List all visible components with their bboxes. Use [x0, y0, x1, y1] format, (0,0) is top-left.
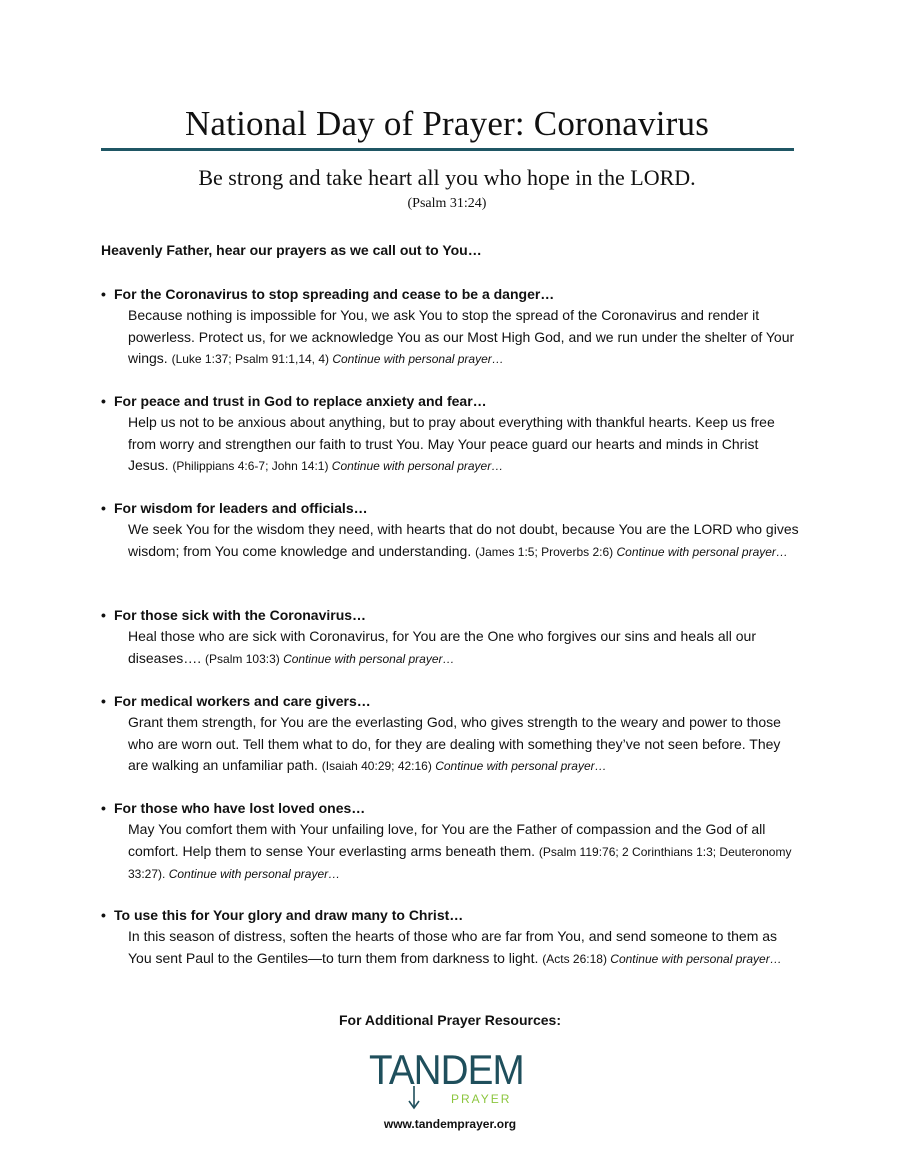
- section-heading-text: For peace and trust in God to replace anxiety and fear…: [114, 393, 487, 409]
- title-underline: [101, 148, 794, 151]
- bullet-icon: •: [101, 907, 106, 923]
- bullet-icon: •: [101, 286, 106, 302]
- scripture-reference: (Luke 1:37; Psalm 91:1,14, 4): [171, 352, 333, 366]
- resources-label: For Additional Prayer Resources:: [339, 1012, 561, 1028]
- prayer-section-leaders: [101, 498, 801, 563]
- section-heading-text: To use this for Your glory and draw many to Christ…: [114, 907, 464, 923]
- page-title: National Day of Prayer: Coronavirus: [184, 104, 710, 143]
- arrow-down-icon: [408, 1052, 420, 1110]
- continue-prompt: Continue with personal prayer…: [435, 759, 607, 773]
- scripture-reference: (James 1:5; Proverbs 2:6): [475, 544, 617, 559]
- section-body: [128, 712, 801, 778]
- section-body-text: Heal those who are sick with Coronavirus, for You are the One who forgives our sins and heals all our diseases….: [128, 628, 757, 666]
- section-body-text: In this season of distress, soften the hearts of those who are far from You, and send someone to them as You sent Paul to the Gentiles—to turn them from darkness to light.: [128, 928, 778, 966]
- scripture-reference: (Psalm 119:76; 2 Corinthians 1:3; Deuteronomy 33:27).: [128, 844, 792, 881]
- scripture-reference: (Psalm 103:3): [205, 651, 284, 666]
- scripture-reference: (Isaiah 40:29; 42:16): [321, 759, 436, 773]
- section-body-text: Grant them strength, for You are the everlasting God, who gives strength to the weary and power to those who are worn out. Tell them what to do, for they are dealing with something they’ve not seen before. They are walking an unfamiliar path.: [128, 714, 781, 773]
- section-body-text: Because nothing is impossible for You, we ask You to stop the spread of the Coronavirus and render it powerless. Protect us, for we acknowledge You as our Most High God, and we run under the shelter of Your wings.: [128, 307, 795, 366]
- section-body: [128, 412, 801, 478]
- section-heading: [101, 284, 801, 304]
- bullet-icon: •: [101, 607, 106, 623]
- section-heading: [101, 605, 801, 625]
- section-heading-text: For wisdom for leaders and officials…: [114, 500, 368, 516]
- prayer-section-medical-workers: [101, 691, 801, 778]
- logo-main-text: TANDEM: [369, 1046, 524, 1093]
- continue-prompt: Continue with personal prayer…: [168, 867, 341, 881]
- prayer-section-coronavirus: [101, 284, 801, 371]
- scripture-reference: (Acts 26:18): [542, 951, 611, 966]
- continue-prompt: Continue with personal prayer…: [283, 651, 455, 666]
- section-heading: [101, 691, 801, 711]
- section-heading: [101, 498, 801, 518]
- section-body-text: May You comfort them with Your unfailing love, for You are the Father of compassion and the God of all comfort. Help them to sense Your everlasting arms beneath them.: [128, 821, 766, 859]
- prayer-section-peace: [101, 391, 801, 478]
- section-heading-text: For the Coronavirus to stop spreading and cease to be a danger…: [114, 286, 555, 302]
- subtitle-reference: (Psalm 31:24): [407, 196, 487, 211]
- section-body: [128, 519, 801, 563]
- logo-sub-text: PRAYER: [451, 1092, 512, 1106]
- section-body: [128, 626, 801, 670]
- continue-prompt: Continue with personal prayer…: [610, 951, 782, 966]
- section-body: [128, 305, 801, 371]
- section-heading-text: For medical workers and care givers…: [114, 693, 371, 709]
- subtitle-verse: Be strong and take heart all you who hope in the LORD.: [198, 165, 696, 190]
- bullet-icon: •: [101, 693, 106, 709]
- continue-prompt: Continue with personal prayer…: [616, 544, 788, 559]
- section-heading-text: For those who have lost loved ones…: [114, 800, 366, 816]
- prayer-section-sick: [101, 605, 801, 670]
- scripture-reference: (Philippians 4:6-7; John 14:1): [172, 459, 332, 473]
- tandem-prayer-logo: [369, 1046, 529, 1106]
- section-body: [128, 819, 801, 886]
- section-body-text: We seek You for the wisdom they need, with hearts that do not doubt, because You are the LORD who gives wisdom; from You come knowledge and understanding.: [128, 521, 799, 559]
- section-heading: [101, 391, 801, 411]
- section-body-text: Help us not to be anxious about anything, but to pray about everything with thankful hearts. Keep us free from worry and strengthen our faith to trust You. May Your peace guard our hearts and minds in Christ Jesus.: [128, 414, 775, 473]
- intro-line: Heavenly Father, hear our prayers as we call out to You…: [101, 242, 482, 258]
- bullet-icon: •: [101, 393, 106, 409]
- bullet-icon: •: [101, 500, 106, 516]
- prayer-section-lost-loved-ones: [101, 798, 801, 886]
- bullet-icon: •: [101, 800, 106, 816]
- section-heading: [101, 798, 801, 818]
- section-heading: [101, 905, 801, 925]
- section-body: [128, 926, 801, 970]
- section-heading-text: For those sick with the Coronavirus…: [114, 607, 367, 623]
- website-link[interactable]: www.tandemprayer.org: [383, 1117, 517, 1131]
- prayer-section-glory: [101, 905, 801, 970]
- continue-prompt: Continue with personal prayer…: [331, 459, 504, 473]
- continue-prompt: Continue with personal prayer…: [332, 352, 504, 366]
